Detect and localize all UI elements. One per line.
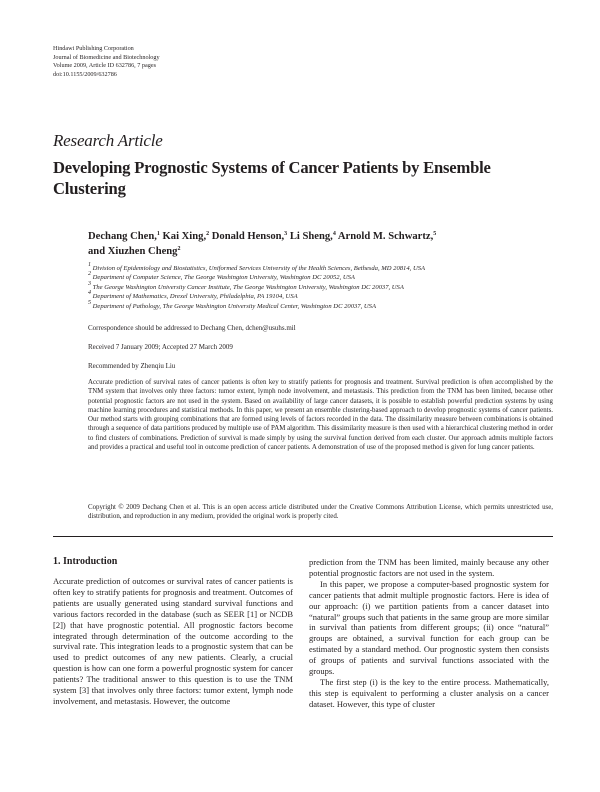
author: Dechang Chen,$^1$ (88, 231, 160, 242)
author: and Xiuzhen Cheng$^2$ (88, 246, 181, 257)
paragraph: In this paper, we propose a computer-based prognostic system for cancer patients that admit multiple prognostic factors. Here is idea of our approach: (i) we partition patients from a cancer dataset into “natural” groups such that patients in the same group are more similar in survival than patients from different groups; (ii) once “natural” groups are obtained, a survival function for each group can be estimated by a standard method. Our prognostic system then consists of groups of patients and survival functions associated with the groups. (309, 578, 549, 677)
paragraph: prediction from the TNM has been limited, mainly because any other potential prognostic factors are not used in the system. (309, 557, 549, 578)
volume-info: Volume 2009, Article ID 632786, 7 pages (53, 62, 156, 70)
affiliation-list (88, 264, 558, 311)
received-dates: Received 7 January 2009; Accepted 27 March 2009 (88, 343, 233, 351)
affiliation: $^3$ The George Washington University Cancer Institute, The George Washington University, Washington DC 20037, USA (88, 280, 404, 291)
correspondence: Correspondence should be addressed to Dechang Chen, dchen@usuhs.mil (88, 324, 296, 332)
paper-title: Developing Prognostic Systems of Cancer Patients by Ensemble Clustering (53, 158, 491, 198)
abstract: Accurate prediction of survival rates of cancer patients is often key to stratify patients for prognosis and treatment. Survival prediction is often accomplished by the TNM system that involves only three factors: tumor extent, lymph node involvement, and metastasis. This prediction from the TNM has been limited, because other potential prognostic factors are not used in the system. Based on availability of large cancer datasets, it is possible to establish powerful prediction systems by using machine learning procedures and statistical methods. In this paper, we present an ensemble clustering-based approach to develop prognostic systems of cancer patients. Our method starts with grouping combinations that are formed using levels of factors recorded in the data. The dissimilarity measure between combinations is obtained through a sequence of data partitions produced by multiple use of PAM algorithm. This dissimilarity measure is then used with a hierarchical clustering method in order to find clusters of combinations. Prediction of survival is made simply by using the survival function derived from each cluster. Our approach admits multiple factors and provides a practical and useful tool in outcome prediction of cancer patients. A demonstration of use of the proposed method is given for lung cancer patients. (88, 379, 553, 452)
column-right (309, 557, 549, 710)
column-left (53, 576, 293, 707)
doi: doi:10.1155/2009/632786 (53, 70, 117, 78)
journal-header (53, 45, 160, 79)
paragraph: The first step (i) is the key to the entire process. Mathematically, this step is equivalent to performing a cluster analysis on a cancer dataset. However, this type of cluster (309, 676, 549, 709)
author: Li Sheng,$^4$ (289, 231, 336, 242)
affiliation: $^5$ Department of Pathology, The George Washington University Medical Center, Washington DC 20037, USA (88, 299, 376, 310)
publisher: Hindawi Publishing Corporation (53, 45, 134, 52)
section-heading: 1. Introduction (53, 556, 118, 567)
author: Arnold M. Schwartz,$^5$ (337, 231, 437, 242)
author: Donald Henson,$^3$ (211, 231, 288, 242)
affiliation: $^4$ Department of Mathematics, Drexel University, Philadelphia, PA 19104, USA (88, 290, 298, 301)
copyright-notice: Copyright © 2009 Dechang Chen et al. This is an open access article distributed under the Creative Commons Attribution License, which permits unrestricted use, distribution, and reproduction in any medium, provided the original work is properly cited. (88, 504, 553, 521)
author: Kai Xing,$^2$ (162, 231, 210, 242)
journal-name: Journal of Biomedicine and Biotechnology (53, 53, 160, 61)
paragraph: Accurate prediction of outcomes or survival rates of cancer patients is often key to stratify patients for prognosis and treatment. Outcomes of patients are usually generated using standard survival functions and various factors recorded in the database (such as SEER [1] or NCDB [2]) that have prognostic potential. All prognostic factors become integrated through determination of the outcome according to the survival rate. This integration leads to a prognostic system that can be used to predict outcomes of any new patients. Clearly, a crucial question is how can one form a powerful prognostic system for cancer patients? The traditional answer to this question is to use the TNM system [3] that involves only three factors: tumor extent, lymph node involvement, and metastasis. However, the outcome (53, 576, 293, 706)
divider (53, 536, 553, 537)
recommended-by: Recommended by Zhenqiu Liu (88, 362, 176, 370)
affiliation: $^1$ Division of Epidemiology and Biostatistics, Uniformed Services University of the Health Sciences, Bethesda, MD 20814, USA (88, 262, 426, 272)
affiliation: $^2$ Department of Computer Science, The George Washington University, Washington DC 20052, USA (88, 271, 355, 282)
article-type: Research Article (53, 131, 163, 150)
author-list (88, 229, 548, 259)
